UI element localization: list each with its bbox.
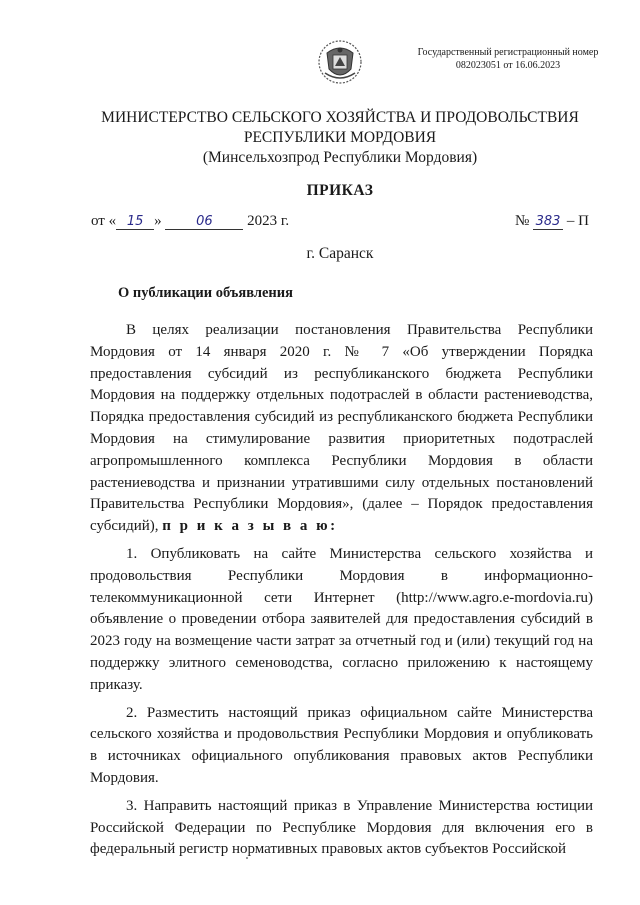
order-date-line — [91, 213, 289, 230]
registration-value — [398, 59, 618, 72]
coat-of-arms-icon — [317, 39, 363, 85]
ministry-name-line1: МИНИСТЕРСТВО СЕЛЬСКОГО ХОЗЯЙСТВА И ПРОДОВОЛЬСТВИЯ — [101, 109, 579, 126]
registration-date: 16.06.2023 — [515, 60, 561, 71]
date-prefix: от « — [91, 213, 117, 229]
order-word: п р и к а з ы в а ю: — [162, 518, 338, 535]
registration-date-prefix: от — [503, 60, 513, 71]
order-number-line — [515, 213, 589, 230]
date-month: 06 — [165, 215, 243, 230]
document-type-title: ПРИКАЗ — [306, 182, 374, 199]
order-subject: О публикации объявления — [118, 285, 293, 301]
intro-paragraph — [90, 320, 593, 538]
date-day-close: » — [154, 213, 162, 229]
number-suffix: – П — [566, 213, 589, 229]
ministry-heading — [60, 108, 620, 168]
registration-number-block — [398, 46, 618, 72]
city-line: г. Саранск — [306, 245, 374, 262]
registration-label: Государственный регистрационный номер — [417, 47, 599, 58]
registration-number: 082023051 — [455, 60, 501, 71]
order-body — [90, 320, 593, 867]
intro-text: В целях реализации постановления Правительства Республики Мордовия от 14 января 2020 г. № 7 «Об утверждении Порядка предоставления субсидий из республиканского бюджета Республики Мордовия на поддержку отдельных подотраслей в области растениеводства, Порядка предоставления субсидий из республиканского бюджета Республики Мордовия на стимулирование развития приоритетных подотраслей агропромышленного комплекса Республики Мордовия в области растениеводства и признании утратившими силу отдельных постановлений Правительства Республики Мордовия», (далее – Порядок предоставления субсидий), — [90, 322, 593, 535]
date-year: 2023 г. — [247, 213, 290, 229]
item-2-paragraph: 2. Разместить настоящий приказ официальном сайте Министерства сельского хозяйства и продовольствия Республики Мордовия и опубликовать в источниках официального опубликования правовых актов Республики Мордовия. — [90, 704, 593, 786]
date-day: 15 — [116, 215, 154, 230]
order-number: 383 — [533, 215, 563, 230]
item-3-paragraph: 3. Направить настоящий приказ в Управление Министерства юстиции Российской Федерации по Республике Мордовия для включения его в федеральный регистр нормативных правовых актов субъектов Российской — [90, 797, 593, 858]
ministry-short-name: (Минсельхозпрод Республики Мордовия) — [202, 149, 478, 166]
scan-artifact-dot — [246, 857, 248, 859]
number-prefix: № — [515, 213, 530, 229]
ministry-name-line2: РЕСПУБЛИКИ МОРДОВИЯ — [243, 129, 437, 146]
item-1-paragraph: 1. Опубликовать на сайте Министерства сельского хозяйства и продовольствия Республики Мордовия в информационно-телекоммуникационной сети Интернет (http://www.agro.e-mordovia.ru) объявление о проведении отбора заявителей для предоставления субсидий в 2023 году на возмещение части затрат за отчетный год и (или) текущий год на поддержку элитного семеноводства, согласно приложению к настоящему приказу. — [90, 545, 593, 693]
